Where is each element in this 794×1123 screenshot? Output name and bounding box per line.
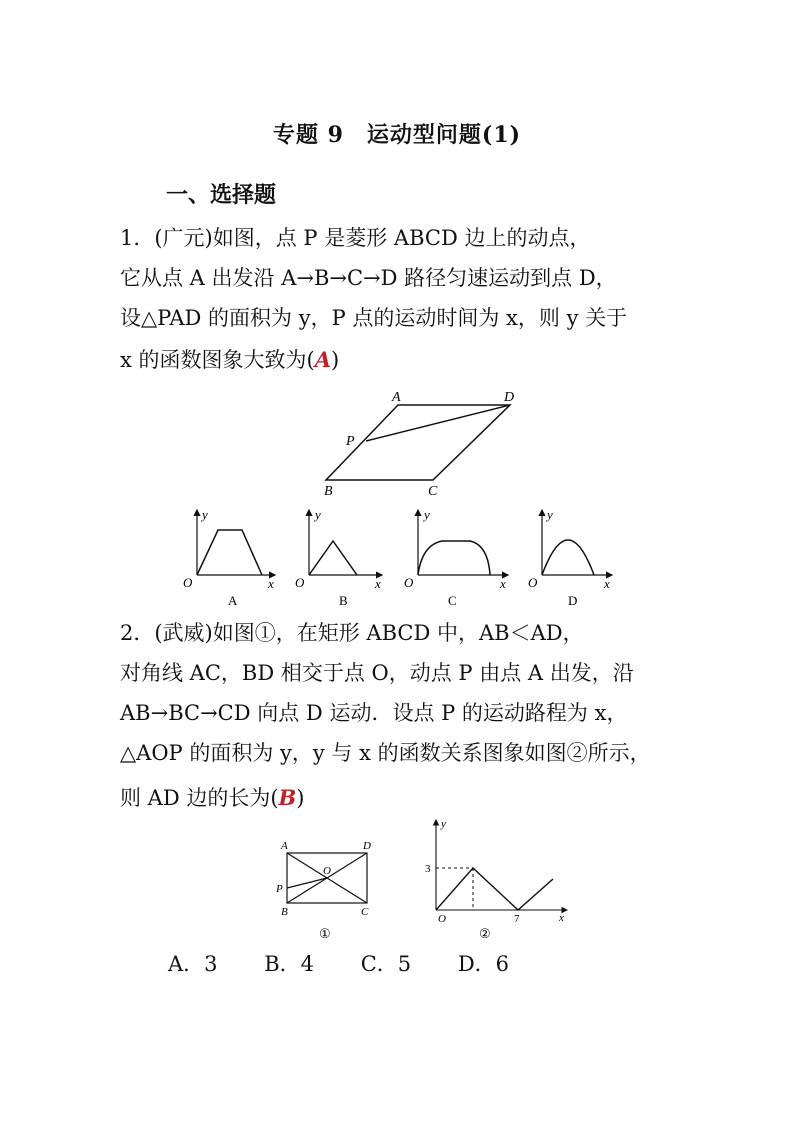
segment-po xyxy=(287,878,327,888)
graph-d-curve xyxy=(542,540,594,575)
q2-prompt: 则 AD 边的长为( xyxy=(120,786,279,810)
option-graph-b xyxy=(295,507,382,608)
q2-rectangle-figure xyxy=(275,835,385,945)
svg-text:y: y xyxy=(547,507,553,522)
svg-text:y: y xyxy=(424,507,430,522)
q2-answer: B xyxy=(278,785,297,810)
svg-text:y: y xyxy=(315,507,321,522)
svg-text:A: A xyxy=(281,840,288,852)
label-p: P xyxy=(346,434,355,449)
svg-text:y: y xyxy=(202,507,208,522)
q1-line-4 xyxy=(120,340,680,380)
caption-a: A xyxy=(228,593,238,608)
q2-line-3: AB→BC→CD 向点 D 运动．设点 P 的运动路程为 x， xyxy=(120,701,628,725)
q2-function-graph xyxy=(415,815,575,945)
option-graph-d xyxy=(528,507,612,608)
svg-text:x: x xyxy=(604,576,610,591)
caption-fig-2: ② xyxy=(479,926,491,941)
svg-text:O: O xyxy=(323,865,331,877)
q1-line-1: 1．(广元)如图，点 P 是菱形 ABCD 边上的动点， xyxy=(120,226,591,250)
q1-prompt: x 的函数图象大致为( xyxy=(120,348,315,372)
graph-c-curve xyxy=(418,541,490,575)
svg-text:x: x xyxy=(500,576,506,591)
label-b: B xyxy=(324,484,333,499)
svg-text:O: O xyxy=(404,575,414,590)
choice-b: B．4 xyxy=(264,952,315,976)
svg-text:O: O xyxy=(183,575,193,590)
caption-d: D xyxy=(568,593,578,608)
choice-a: A．3 xyxy=(168,952,218,976)
label-a: A xyxy=(392,390,401,405)
caption-b: B xyxy=(339,593,348,608)
label-c: C xyxy=(428,484,438,499)
graph-a-curve xyxy=(197,530,262,575)
q2-line-5 xyxy=(120,778,680,818)
svg-text:7: 7 xyxy=(514,913,520,925)
q2-line-4: △AOP 的面积为 y，y 与 x 的函数关系图象如图②所示， xyxy=(120,741,651,765)
q2-close-paren: ) xyxy=(296,786,305,810)
section-heading: 一、选择题 xyxy=(166,182,277,208)
svg-text:O: O xyxy=(295,575,305,590)
q1-rhombus-figure xyxy=(318,385,528,500)
option-graph-a xyxy=(183,507,275,608)
svg-text:x: x xyxy=(375,576,381,591)
q1-option-graphs xyxy=(170,505,620,610)
graph-b-curve xyxy=(309,541,357,575)
svg-text:y: y xyxy=(441,818,446,830)
svg-text:O: O xyxy=(438,913,446,925)
svg-text:3: 3 xyxy=(425,863,431,875)
svg-text:x: x xyxy=(559,912,564,924)
caption-c: C xyxy=(448,593,457,608)
caption-fig-1: ① xyxy=(319,926,331,941)
q1-line-3: 设△PAD 的面积为 y，P 点的运动时间为 x，则 y 关于 xyxy=(120,306,628,330)
segment-pd xyxy=(366,405,510,441)
q2-line-1: 2．(武威)如图①，在矩形 ABCD 中，AB＜AD， xyxy=(120,621,584,645)
svg-text:O: O xyxy=(528,575,538,590)
choice-d: D．6 xyxy=(457,952,510,976)
q2-line-2: 对角线 AC，BD 相交于点 O，动点 P 由点 A 出发，沿 xyxy=(120,661,634,685)
q2-choices xyxy=(168,948,549,978)
q1-answer: A xyxy=(314,347,332,372)
label-d: D xyxy=(504,390,515,405)
svg-text:B: B xyxy=(281,906,288,918)
svg-text:P: P xyxy=(276,883,283,895)
svg-text:x: x xyxy=(268,576,274,591)
page-title: 专题 9 运动型问题(1) xyxy=(272,122,522,148)
q1-line-2: 它从点 A 出发沿 A→B→C→D 路径匀速运动到点 D， xyxy=(120,266,617,290)
choice-c: C．5 xyxy=(360,952,412,976)
graph-curve xyxy=(436,868,553,910)
svg-text:D: D xyxy=(363,840,371,852)
svg-text:C: C xyxy=(361,906,369,918)
option-graph-c xyxy=(404,507,508,608)
q1-close-paren: ) xyxy=(331,348,340,372)
